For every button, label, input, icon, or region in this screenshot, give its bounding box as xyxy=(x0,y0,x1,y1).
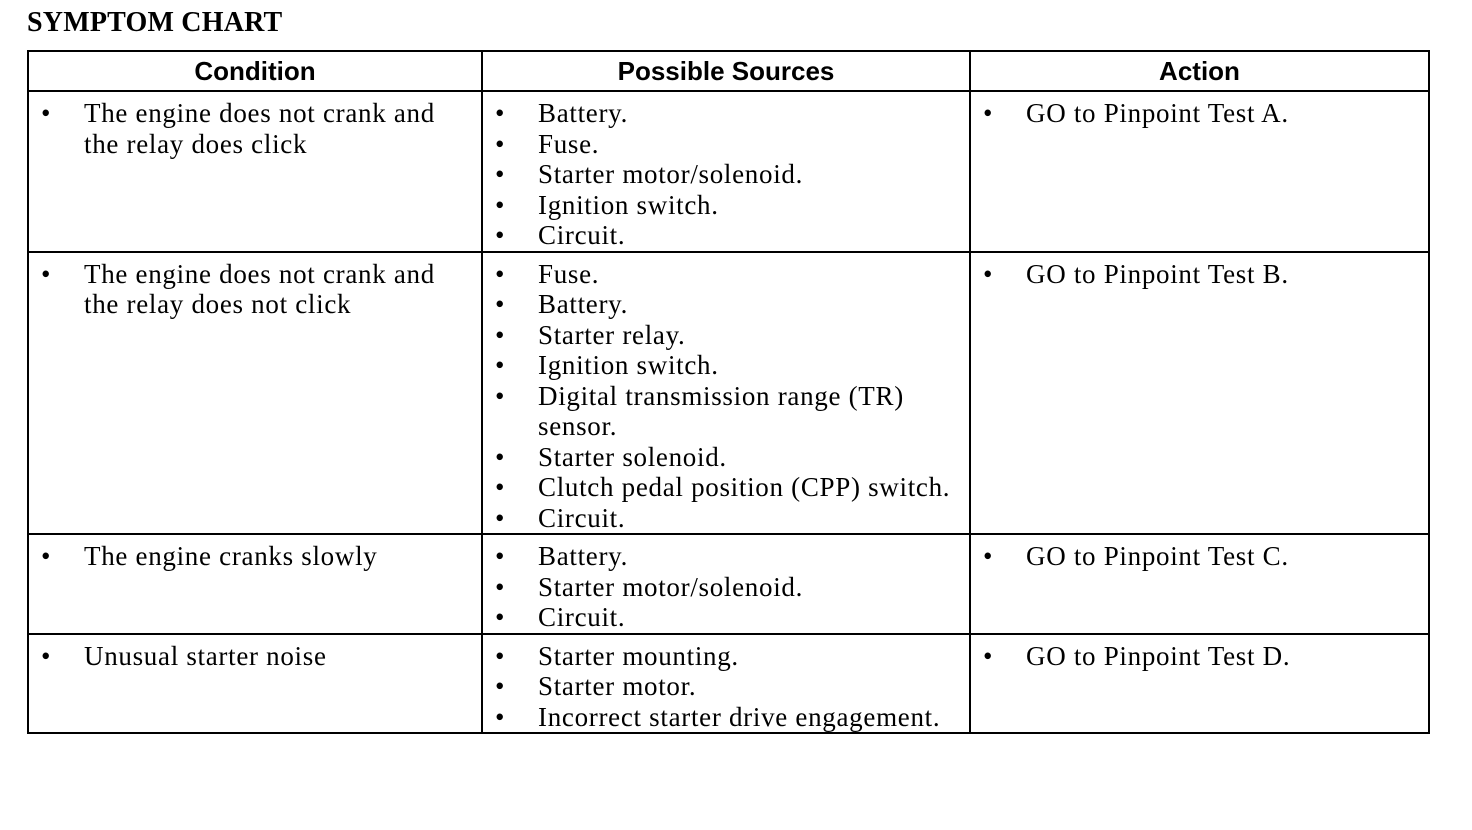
source-item: • Circuit. xyxy=(483,602,969,633)
source-item: • Ignition switch. xyxy=(483,350,969,381)
source-item: • Starter solenoid. xyxy=(483,442,969,473)
action-item: • GO to Pinpoint Test C. xyxy=(971,541,1428,572)
sources-list xyxy=(483,259,969,534)
source-item: • Battery. xyxy=(483,289,969,320)
header-possible-sources: Possible Sources xyxy=(482,51,970,91)
table-row xyxy=(28,91,1429,252)
sources-cell xyxy=(482,91,970,252)
action-list xyxy=(971,641,1428,672)
condition-list xyxy=(29,641,481,672)
source-item: • Ignition switch. xyxy=(483,190,969,221)
condition-cell xyxy=(28,91,482,252)
condition-cell xyxy=(28,534,482,634)
source-item: • Starter mounting. xyxy=(483,641,969,672)
action-cell xyxy=(970,252,1429,535)
symptom-table xyxy=(27,50,1430,734)
source-item: • Fuse. xyxy=(483,129,969,160)
sources-list xyxy=(483,641,969,733)
header-condition: Condition xyxy=(28,51,482,91)
condition-item: • Unusual starter noise xyxy=(29,641,481,672)
source-item: • Starter motor. xyxy=(483,671,969,702)
sources-list xyxy=(483,541,969,633)
header-action: Action xyxy=(970,51,1429,91)
action-list xyxy=(971,259,1428,290)
condition-item: • The engine cranks slowly xyxy=(29,541,481,572)
source-item: • Starter motor/solenoid. xyxy=(483,572,969,603)
action-list xyxy=(971,541,1428,572)
table-row xyxy=(28,634,1429,734)
source-item: • Circuit. xyxy=(483,220,969,251)
condition-cell xyxy=(28,252,482,535)
table-row xyxy=(28,252,1429,535)
sources-cell xyxy=(482,634,970,734)
action-list xyxy=(971,98,1428,129)
source-item: • Fuse. xyxy=(483,259,969,290)
source-item: • Battery. xyxy=(483,98,969,129)
condition-list xyxy=(29,541,481,572)
condition-list xyxy=(29,259,481,320)
action-cell xyxy=(970,634,1429,734)
sources-cell xyxy=(482,252,970,535)
sources-list xyxy=(483,98,969,251)
source-item: • Starter relay. xyxy=(483,320,969,351)
action-item: • GO to Pinpoint Test A. xyxy=(971,98,1428,129)
source-item: • Circuit. xyxy=(483,503,969,534)
action-item: • GO to Pinpoint Test D. xyxy=(971,641,1428,672)
condition-cell xyxy=(28,634,482,734)
source-item: • Starter motor/solenoid. xyxy=(483,159,969,190)
source-item: • Incorrect starter drive engagement. xyxy=(483,702,969,733)
action-cell xyxy=(970,534,1429,634)
action-item: • GO to Pinpoint Test B. xyxy=(971,259,1428,290)
source-item: • Digital transmission range (TR) sensor. xyxy=(483,381,969,442)
condition-list xyxy=(29,98,481,159)
sources-cell xyxy=(482,534,970,634)
source-item: • Clutch pedal position (CPP) switch. xyxy=(483,472,969,503)
condition-item: • The engine does not crank and the relay does not click xyxy=(29,259,481,320)
page-title: SYMPTOM CHART xyxy=(27,7,283,38)
source-item: • Battery. xyxy=(483,541,969,572)
condition-item: • The engine does not crank and the relay does click xyxy=(29,98,481,159)
action-cell xyxy=(970,91,1429,252)
table-row xyxy=(28,534,1429,634)
header-row xyxy=(28,51,1429,91)
